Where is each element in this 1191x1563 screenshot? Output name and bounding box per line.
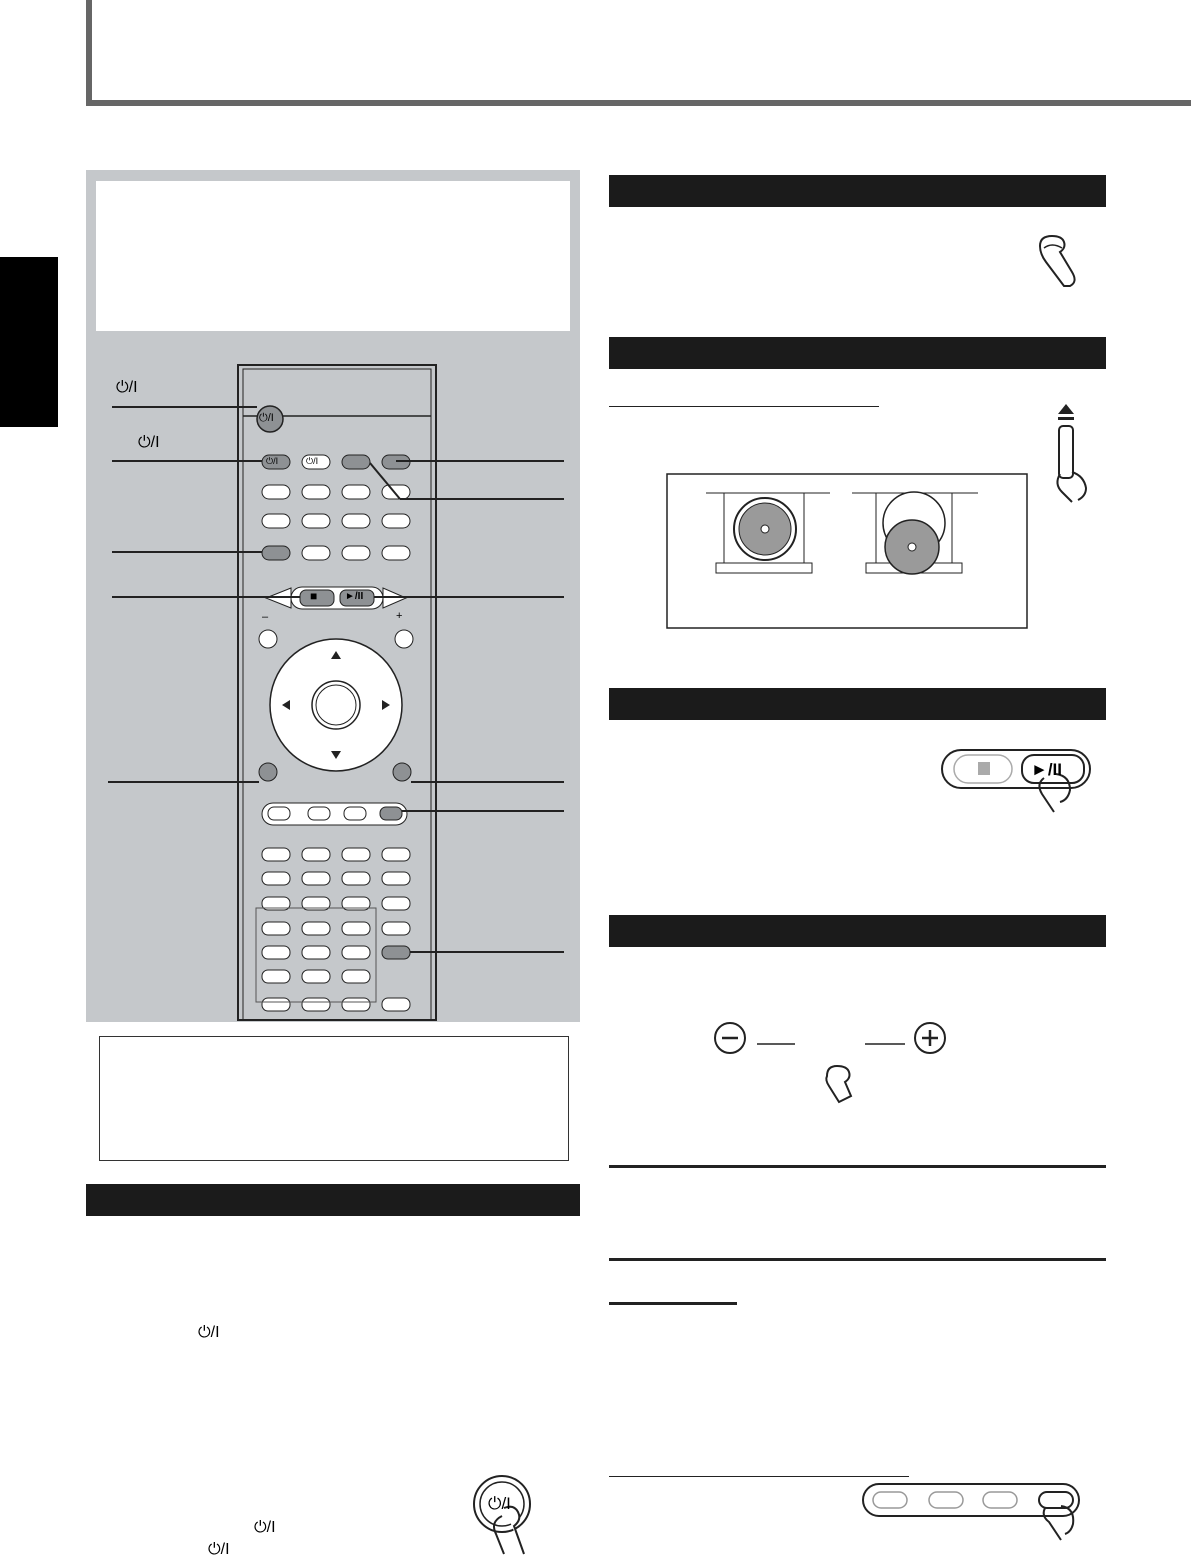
stop-play-detail [940,742,1092,814]
play-pause-detail: ►/II [1031,760,1062,779]
remote-control-illustration [86,355,580,1022]
function-buttons-detail [855,1478,1090,1563]
power-symbol-1: ⏻/I [198,1324,220,1341]
remote-plus-sign: + [396,610,403,622]
section-bar-left [86,1184,580,1216]
subheading-underline [609,406,879,407]
power-symbol-3: ⏻/I [208,1541,230,1558]
page-header-frame [86,0,1191,106]
divider-rule-1 [609,1165,1106,1168]
divider-rule-2 [609,1258,1106,1261]
eject-symbol [1060,402,1061,403]
footnote-rule [609,1476,909,1477]
power-button-detail: ⏻/I [488,1494,511,1513]
eject-icon [1050,400,1095,505]
section-bar-1 [609,175,1106,207]
power-symbol-2: ⏻/I [254,1519,276,1536]
power-secondary-label: ⏻/I [138,434,160,451]
power-icon [470,1470,540,1560]
plus-circle-icon [0,0,1,1]
finger-press-icon [1036,232,1091,287]
section-bar-2 [609,337,1106,369]
power-main-label: ⏻/I [116,379,138,396]
remote-power-a-button[interactable]: ⏻/I [266,456,279,466]
remote-power-button[interactable]: ⏻/I [259,412,274,424]
remote-stop-button[interactable]: ■ [310,589,318,603]
disc-tray-diagram [666,473,1028,629]
remote-play-pause-button[interactable]: ►/II [345,591,364,602]
section-bar-3 [609,688,1106,720]
remote-power-b-button[interactable]: ⏻/I [306,456,319,466]
note-heading-underline [609,1302,737,1305]
note-box [99,1036,569,1161]
remote-minus-sign: – [262,611,269,623]
language-tab [0,257,58,427]
remote-intro-box [96,181,570,331]
section-bar-4 [609,915,1106,947]
volume-controls [713,1020,953,1110]
